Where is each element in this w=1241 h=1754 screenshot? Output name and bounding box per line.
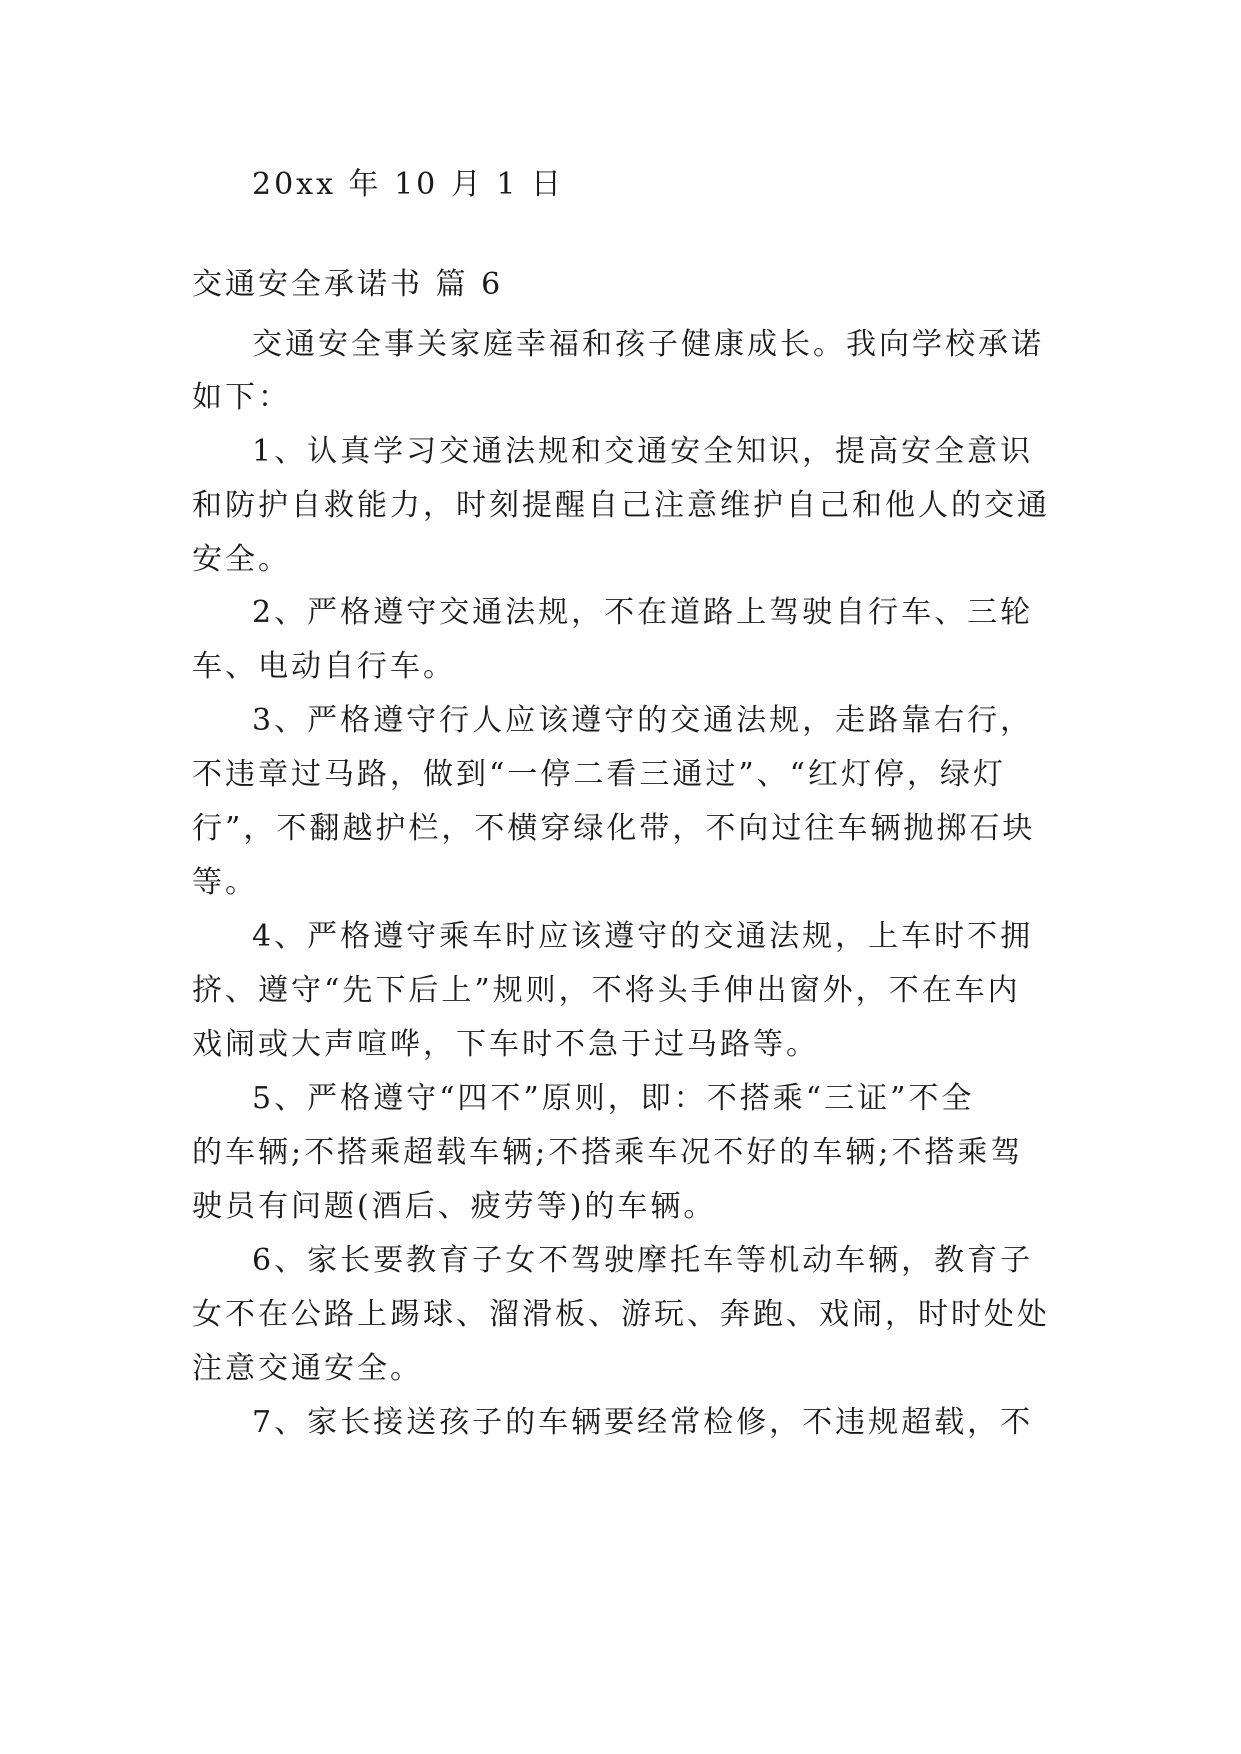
paragraph-line: 1、认真学习交通法规和交通安全知识，提高安全意识 bbox=[252, 434, 1034, 469]
paragraph-line: 交通安全事关家庭幸福和孩子健康成长。我向学校承诺 bbox=[252, 327, 1044, 362]
paragraph-line: 驶员有问题(酒后、疲劳等)的车辆。 bbox=[192, 1189, 717, 1224]
paragraph-line: 女不在公路上踢球、溜滑板、游玩、奔跑、戏闹，时时处处 bbox=[192, 1297, 1050, 1332]
paragraph-line: 等。 bbox=[192, 865, 258, 900]
paragraph-line: 注意交通安全。 bbox=[192, 1351, 423, 1386]
paragraph-line: 3、严格遵守行人应该遵守的交通法规，走路靠右行， bbox=[252, 703, 1034, 738]
paragraph-line: 和防护自救能力，时刻提醒自己注意维护自己和他人的交通 bbox=[192, 488, 1050, 523]
paragraph-line: 行”，不翻越护栏，不横穿绿化带，不向过往车辆抛掷石块 bbox=[192, 811, 1036, 846]
paragraph-line: 5、严格遵守“四不”原则，即：不搭乘“三证”不全 bbox=[252, 1081, 975, 1116]
paragraph-line: 的车辆;不搭乘超载车辆;不搭乘车况不好的车辆;不搭乘驾 bbox=[192, 1135, 1024, 1170]
paragraph-line: 戏闹或大声喧哗，下车时不急于过马路等。 bbox=[192, 1027, 819, 1062]
document-heading: 交通安全承诺书 篇 6 bbox=[192, 267, 504, 302]
paragraph-line: 2、严格遵守交通法规，不在道路上驾驶自行车、三轮 bbox=[252, 595, 1034, 630]
paragraph-line: 安全。 bbox=[192, 542, 291, 577]
paragraph-line: 4、严格遵守乘车时应该遵守的交通法规，上车时不拥 bbox=[252, 919, 1034, 954]
paragraph-line: 如下： bbox=[192, 380, 291, 415]
paragraph-line: 7、家长接送孩子的车辆要经常检修，不违规超载，不 bbox=[252, 1405, 1034, 1440]
paragraph-line: 不违章过马路，做到“一停二看三通过”、“红灯停，绿灯 bbox=[192, 757, 1007, 792]
paragraph-line: 6、家长要教育子女不驾驶摩托车等机动车辆，教育子 bbox=[252, 1243, 1034, 1278]
date-line: 20xx 年 10 月 1 日 bbox=[252, 167, 564, 202]
paragraph-line: 挤、遵守“先下后上”规则，不将头手伸出窗外，不在车内 bbox=[192, 973, 1021, 1008]
paragraph-line: 车、电动自行车。 bbox=[192, 649, 456, 684]
